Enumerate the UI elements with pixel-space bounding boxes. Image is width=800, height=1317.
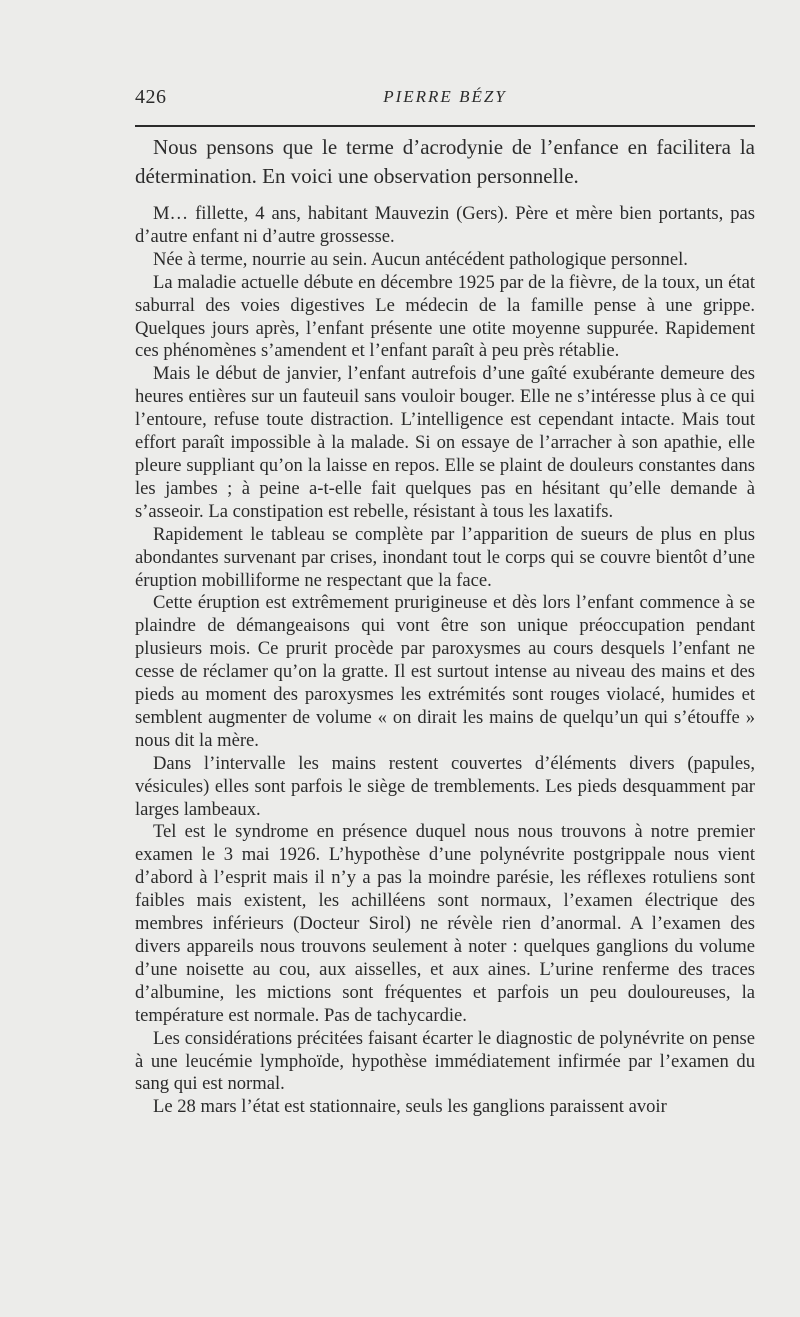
- paragraph: Dans l’intervalle les mains restent couvertes d’éléments divers (papules, vésicules) elles sont parfois le siège de tremblements. Les pieds desquamment par larges lambeaux.: [135, 752, 755, 820]
- paragraph: Rapidement le tableau se complète par l’apparition de sueurs de plus en plus abondantes survenant par crises, inondant tout le corps qui se couvre bientôt d’une éruption mobilliforme ne respectant que la face.: [135, 523, 755, 591]
- header-rule: [135, 125, 755, 127]
- paragraph: Cette éruption est extrêmement prurigineuse et dès lors l’enfant commence à se plaindre de démangeaisons qui vont être son unique préoccupation pendant plusieurs mois. Ce prurit procède par paroxysmes au cours desquels l’enfant ne cesse de réclamer qu’on la gratte. Il est surtout intense au niveau des mains et des pieds au moment des paroxysmes les extrémités sont rouges violacé, humides et semblent augmenter de volume « on dirait les mains de quelqu’un qui s’étouffe » nous dit la mère.: [135, 592, 755, 751]
- running-title: PIERRE BÉZY: [383, 87, 507, 106]
- paragraph: Le 28 mars l’état est stationnaire, seuls les ganglions paraissent avoir: [153, 1096, 667, 1118]
- paragraph: Les considérations précitées faisant écarter le diagnostic de polynévrite on pense à une leucémie lymphoïde, hypothèse immédiatement infirmée par l’examen du sang qui est normal.: [135, 1027, 755, 1095]
- paragraph: Née à terme, nourrie au sein. Aucun antécédent pathologique personnel.: [153, 248, 688, 270]
- observation-text: [135, 203, 755, 1119]
- paragraph: Mais le début de janvier, l’enfant autrefois d’une gaîté exubérante demeure des heures entières sur un fauteuil sans vouloir bouger. Elle ne s’intéresse plus à ce qui l’entoure, refuse toute distraction. L’intelligence est cependant intacte. Mais tout effort paraît impossible à la malade. Si on essaye de l’arracher à son apathie, elle pleure suppliant qu’on la laisse en repos. Elle se plaint de douleurs constantes dans les jambes ; à peine a-t-elle fait quelques pas en hésitant qu’elle demande à s’asseoir. La constipation est rebelle, résistant à tous les laxatifs.: [135, 363, 755, 522]
- paragraph: La maladie actuelle débute en décembre 1925 par de la fièvre, de la toux, un état saburral des voies digestives Le médecin de la famille pense à une grippe. Quelques jours après, l’enfant présente une otite moyenne suppurée. Rapidement ces phénomènes s’amendent et l’enfant paraît à peu près rétablie.: [135, 271, 755, 362]
- intro-text: [135, 133, 755, 191]
- intro-paragraph: Nous pensons que le terme d’acrodynie de l’enfance en facilitera la détermination. En voici une observation personnelle.: [135, 135, 755, 188]
- paragraph: M… fillette, 4 ans, habitant Mauvezin (Gers). Père et mère bien portants, pas d’autre enfant ni d’autre grossesse.: [135, 203, 755, 247]
- page-number: 426: [135, 86, 167, 108]
- paragraph: Tel est le syndrome en présence duquel nous nous trouvons à notre premier examen le 3 mai 1926. L’hypothèse d’une polynévrite postgrippale nous vient d’abord à l’esprit mais il n’y a pas la moindre parésie, les réflexes rotuliens sont faibles mais existent, les achilléens sont normaux, l’examen électrique des membres inférieurs (Docteur Sirol) ne révèle rien d’anormal. A l’examen des divers appareils nous trouvons seulement à noter : quelques ganglions du volume d’une noisette au cou, aux aisselles, et aux aines. L’urine renferme des traces d’albumine, les mictions sont fréquentes et parfois un peu douloureuses, la température est normale. Pas de tachycardie.: [135, 821, 755, 1026]
- running-head: [135, 86, 755, 114]
